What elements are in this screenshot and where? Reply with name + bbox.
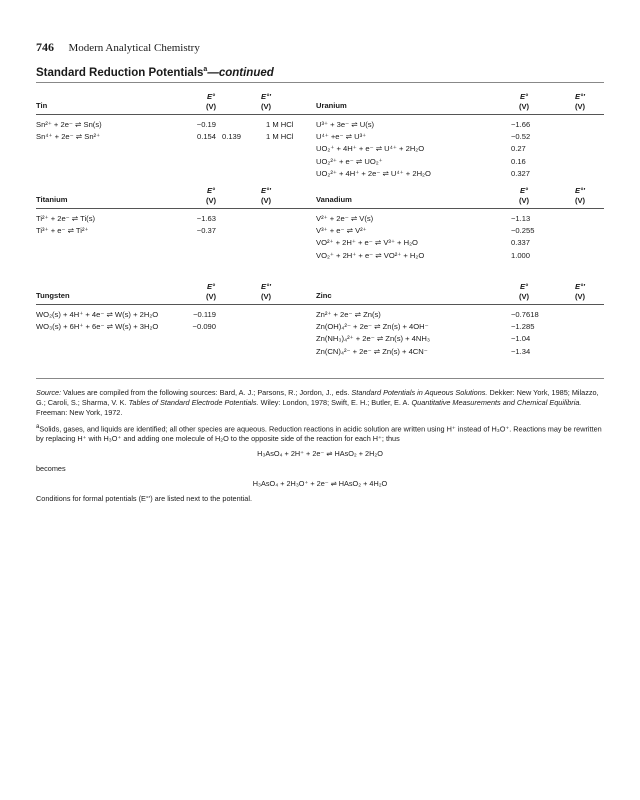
e0-value: −1.13 — [511, 214, 531, 223]
e0-prime-column-header: E°′ (V) — [574, 186, 586, 205]
example-equation-2: H₃AsO₄ + 2H₃O⁺ + 2e⁻ ⇌ HAsO₂ + 4H₂O — [252, 479, 388, 489]
e0-value: −1.34 — [511, 346, 531, 356]
reaction-row — [316, 251, 604, 263]
reaction-row — [316, 169, 604, 181]
reaction-row — [316, 322, 604, 334]
condition: 1 M HCl — [266, 132, 294, 142]
e0-value: 0.16 — [511, 156, 526, 166]
half-reaction: UO₂²⁺ + 4H⁺ + 2e⁻ ⇌ U⁴⁺ + 2H₂O — [316, 168, 431, 178]
e0-value: 0.27 — [511, 144, 526, 154]
half-reaction: UO₂²⁺ + e⁻ ⇌ UO₂⁺ — [316, 156, 383, 166]
half-reaction: VO²⁺ + 2H⁺ + e⁻ ⇌ V³⁺ + H₂O — [316, 238, 418, 248]
half-reaction: Zn(CN)₄²⁻ + 2e⁻ ⇌ Zn(s) + 4CN⁻ — [316, 346, 428, 356]
half-reaction: V³⁺ + e⁻ ⇌ V²⁺ — [316, 226, 367, 236]
reaction-row — [316, 310, 604, 322]
page-header — [36, 38, 200, 56]
e0-prime-column-header: E°′ (V) — [260, 92, 272, 111]
reaction-row — [316, 144, 604, 156]
e0-column-header: E° (V) — [205, 282, 217, 301]
table-title-text: Standard Reduction Potentials — [36, 66, 204, 79]
half-reaction: Zn(NH₃)₄²⁺ + 2e⁻ ⇌ Zn(s) + 4NH₃ — [316, 334, 430, 344]
half-reaction: Zn²⁺ + 2e⁻ ⇌ Zn(s) — [316, 310, 381, 319]
e0-value: 0.337 — [511, 238, 531, 248]
conditions-note: Conditions for formal potentials (E°′) are listed next to the potential. — [36, 494, 253, 504]
half-reaction: Sn⁴⁺ + 2e⁻ ⇌ Sn²⁺ — [36, 132, 101, 142]
page-number: 746 — [36, 40, 54, 54]
element-header — [36, 88, 320, 115]
half-reaction: U⁴⁺ +e⁻ ⇌ U³⁺ — [316, 132, 367, 142]
e0-prime-column-header: E°′ (V) — [260, 186, 272, 205]
element-name: Vanadium — [316, 195, 352, 204]
half-reaction: UO₂⁺ + 4H⁺ + e⁻ ⇌ U⁴⁺ + 2H₂O — [316, 144, 425, 154]
footnote-a: $^a$Solids, gases, and liquids are identified; all other species are aqueous. Reduction reactions in acidic solution are written using H⁺ instead of H₃O⁺. Reactions may be rewritten by replacing H⁺ with H₃O⁺ and adding one molecule of H₂O to the opposite side of the reaction for each H⁺; thus — [36, 423, 602, 444]
element-name: Tin — [36, 101, 48, 110]
condition: 1 M HCl — [266, 120, 294, 129]
e0-prime-column-header: E°′ (V) — [574, 282, 586, 301]
reaction-row — [316, 120, 604, 132]
element-name: Uranium — [316, 101, 347, 110]
table-bottom-rule — [36, 378, 604, 379]
table-title-footnote-mark: a — [203, 66, 208, 73]
e0-value: −0.7618 — [511, 310, 539, 319]
half-reaction: Sn²⁺ + 2e⁻ ⇌ Sn(s) — [36, 120, 102, 129]
table-notes — [36, 388, 604, 508]
element-block-zinc — [316, 278, 604, 359]
half-reaction: U³⁺ + 3e⁻ ⇌ U(s) — [316, 120, 375, 129]
e0-prime-column-header: E°′ (V) — [574, 92, 586, 111]
element-block-uranium — [316, 88, 604, 181]
reaction-row: WO₃(s) + 6H⁺ + 6e⁻ ⇌ W(s) + 3H₂O −0.090 — [36, 322, 216, 332]
half-reaction: WO₂(s) + 4H⁺ + 4e⁻ ⇌ W(s) + 2H₂O — [36, 310, 159, 319]
e0-column-header: E° (V) — [518, 186, 530, 205]
element-header — [316, 182, 604, 209]
e0-column-header: E° (V) — [518, 92, 530, 111]
element-name: Tungsten — [36, 291, 70, 300]
half-reaction: VO₂⁺ + 2H⁺ + e⁻ ⇌ VO²⁺ + H₂O — [316, 250, 425, 260]
e0-value: −1.66 — [511, 120, 531, 129]
element-name: Zinc — [316, 291, 332, 300]
becomes-text: becomes — [36, 464, 66, 474]
element-block-tin — [36, 88, 320, 144]
element-block-tungsten — [36, 278, 320, 334]
source-note: Source: Values are compiled from the following sources: Bard, A. J.; Parsons, R.; Jordon, J., eds. Standard Potentials in Aqueous Solutions. Dekker: New York, 1985; Milazzo, G.; Caroli, S.; Sharma, V. K. Tables of Standard Electrode Potentials. Wiley: London, 1978; Swift, E. H.; Butler, E. A. Quantitative Measurements and Chemical Equilibria. Freeman: New York, 1972. — [36, 388, 599, 417]
half-reaction: Ti²⁺ + 2e⁻ ⇌ Ti(s) — [36, 214, 96, 223]
table-title — [36, 66, 274, 79]
e0-value: 0.327 — [511, 168, 531, 178]
reaction-row — [316, 226, 604, 238]
table-top-rule — [36, 82, 604, 83]
element-header — [36, 182, 320, 209]
element-header — [316, 88, 604, 115]
reaction-row: Sn²⁺ + 2e⁻ ⇌ Sn(s) −0.19 1 M HCl — [36, 120, 294, 129]
reaction-row — [316, 132, 604, 144]
element-block-vanadium — [316, 182, 604, 263]
element-header — [316, 278, 604, 305]
reaction-row — [316, 334, 604, 346]
e0-prime-column-header: E°′ (V) — [260, 282, 272, 301]
reaction-row: Ti³⁺ + e⁻ ⇌ Ti²⁺ −0.37 — [36, 226, 216, 236]
element-name: Titanium — [36, 195, 68, 204]
reaction-row — [316, 214, 604, 226]
reaction-row: WO₂(s) + 4H⁺ + 4e⁻ ⇌ W(s) + 2H₂O −0.119 — [36, 310, 216, 319]
half-reaction: Zn(OH)₄²⁻ + 2e⁻ ⇌ Zn(s) + 4OH⁻ — [316, 322, 429, 332]
example-equation-1: H₃AsO₄ + 2H⁺ + 2e⁻ ⇌ HAsO₂ + 2H₂O — [257, 449, 383, 459]
e0-value: −0.52 — [511, 132, 531, 142]
reaction-row — [316, 347, 604, 359]
table-title-continued: —continued — [207, 66, 274, 79]
e0-value: −1.285 — [511, 322, 535, 332]
reaction-row: Ti²⁺ + 2e⁻ ⇌ Ti(s) −1.63 — [36, 214, 216, 223]
e0-value: 1.000 — [511, 250, 531, 260]
element-block-titanium — [36, 182, 320, 238]
e0-column-header: E° (V) — [205, 92, 217, 111]
half-reaction: V²⁺ + 2e⁻ ⇌ V(s) — [316, 214, 374, 223]
element-header — [36, 278, 320, 305]
half-reaction: WO₃(s) + 6H⁺ + 6e⁻ ⇌ W(s) + 3H₂O — [36, 322, 159, 332]
reaction-row: Sn⁴⁺ + 2e⁻ ⇌ Sn²⁺ 0.154 0.139 1 M HCl — [36, 132, 294, 142]
half-reaction: Ti³⁺ + e⁻ ⇌ Ti²⁺ — [36, 226, 89, 236]
e0-value: −1.04 — [511, 334, 531, 344]
reaction-row — [316, 157, 604, 169]
e0-column-header: E° (V) — [205, 186, 217, 205]
e0-column-header: E° (V) — [518, 282, 530, 301]
e0-prime-value: 0.139 — [222, 132, 242, 142]
book-title: Modern Analytical Chemistry — [68, 42, 200, 54]
reaction-row — [316, 238, 604, 250]
e0-value: −0.255 — [511, 226, 535, 236]
